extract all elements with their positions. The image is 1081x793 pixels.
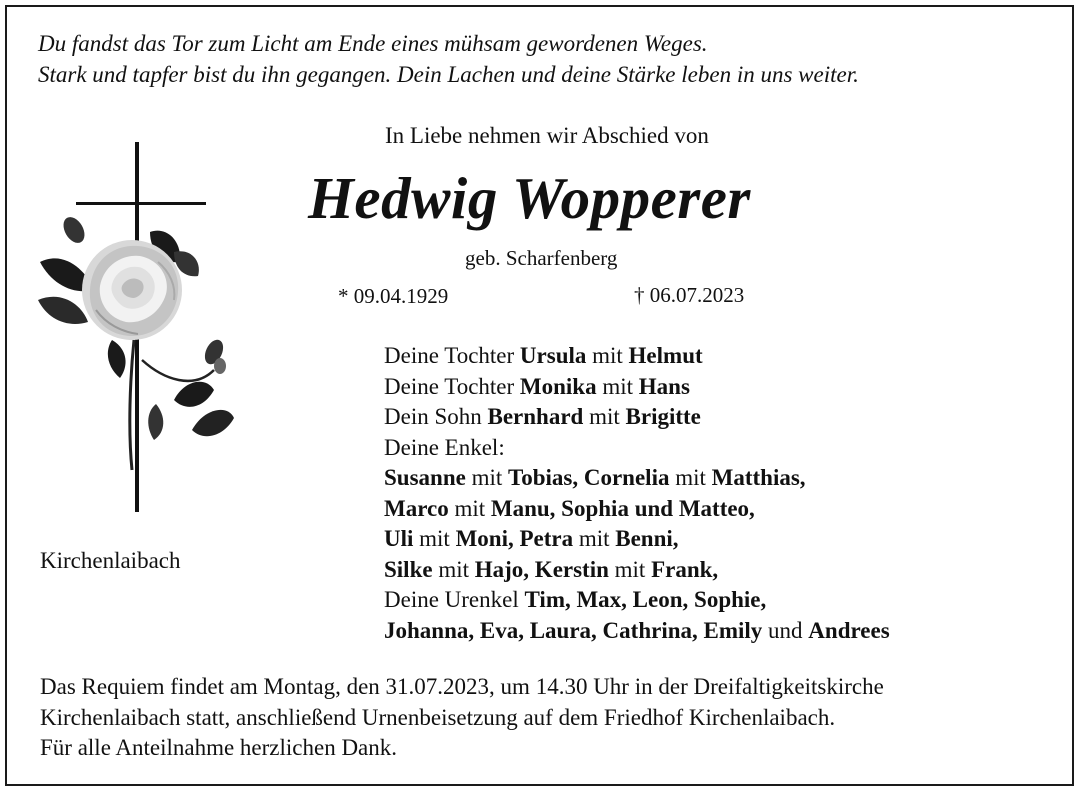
family-member-name: Susanne	[384, 465, 466, 490]
family-member-name: Benni,	[615, 526, 679, 551]
family-member-name: Manu, Sophia und Matteo,	[490, 495, 755, 521]
place-name: Kirchenlaibach	[40, 548, 181, 573]
cross-with-rose-icon	[34, 140, 244, 520]
family-member-name: Bernhard	[487, 404, 584, 429]
family-relation-text: mit	[608, 556, 652, 582]
family-line	[384, 372, 890, 403]
motto	[38, 28, 859, 90]
family-relation-text: und	[762, 617, 809, 643]
family-relation-text: mit	[413, 526, 456, 551]
family-relation-text: Deine Urenkel	[384, 587, 525, 612]
death-date: † 06.07.2023	[634, 283, 745, 307]
family-relation-text: mit	[596, 373, 639, 399]
family-relation-text: Deine Enkel:	[384, 434, 505, 460]
family-relation-text: mit	[448, 495, 491, 521]
family-member-name: Andrees	[808, 617, 890, 643]
family-list	[384, 341, 890, 646]
motto-line-1: Du fandst das Tor zum Licht am Ende eines mühsam gewordenen Weges.	[38, 31, 708, 56]
family-member-name: Tim, Max, Leon, Sophie,	[524, 587, 767, 612]
intro-text: In Liebe nehmen wir Abschied von	[385, 123, 709, 148]
family-member-name: Hajo, Kerstin	[474, 556, 609, 582]
family-line	[384, 433, 890, 464]
family-line	[384, 616, 890, 647]
motto-line-2: Stark und tapfer bist du ihn gegangen. Dein Lachen und deine Stärke leben in uns weiter.	[38, 62, 859, 87]
family-relation-text: mit	[573, 526, 616, 551]
family-member-name: Silke	[384, 556, 433, 582]
family-line	[384, 463, 890, 494]
notice-line-3: Für alle Anteilnahme herzlichen Dank.	[40, 735, 398, 760]
family-member-name: Matthias,	[711, 465, 806, 490]
family-member-name: Tobias, Cornelia	[508, 465, 670, 490]
family-member-name: Marco	[384, 495, 449, 521]
family-member-name: Monika	[519, 373, 597, 399]
family-relation-text: mit	[669, 465, 712, 490]
requiem-notice	[40, 672, 884, 764]
family-relation-text: Dein Sohn	[384, 404, 488, 429]
family-member-name: Moni, Petra	[455, 526, 574, 551]
birth-date: * 09.04.1929	[338, 284, 449, 308]
family-relation-text: mit	[586, 343, 629, 368]
family-line	[384, 341, 890, 372]
family-relation-text: mit	[465, 465, 508, 490]
family-line	[384, 402, 890, 433]
family-relation-text: mit	[583, 404, 626, 429]
family-member-name: Uli	[384, 526, 414, 551]
notice-line-1: Das Requiem findet am Montag, den 31.07.2023, um 14.30 Uhr in der Dreifaltigkeitskirche	[40, 674, 884, 699]
family-line	[384, 494, 890, 525]
notice-line-2: Kirchenlaibach statt, anschließend Urnenbeisetzung auf dem Friedhof Kirchenlaibach.	[40, 704, 836, 730]
family-member-name: Hans	[638, 373, 690, 399]
family-relation-text: Deine Tochter	[384, 373, 520, 399]
deceased-name: Hedwig Wopperer	[308, 165, 751, 231]
birth-name: geb. Scharfenberg	[465, 246, 618, 270]
family-member-name: Brigitte	[625, 404, 701, 429]
family-member-name: Helmut	[628, 343, 703, 368]
family-relation-text: mit	[432, 556, 475, 582]
family-member-name: Frank,	[651, 556, 719, 582]
family-member-name: Johanna, Eva, Laura, Cathrina, Emily	[384, 617, 763, 643]
family-line	[384, 524, 890, 555]
family-member-name: Ursula	[519, 343, 587, 368]
family-line	[384, 585, 890, 616]
family-relation-text: Deine Tochter	[384, 343, 520, 368]
family-line	[384, 555, 890, 586]
